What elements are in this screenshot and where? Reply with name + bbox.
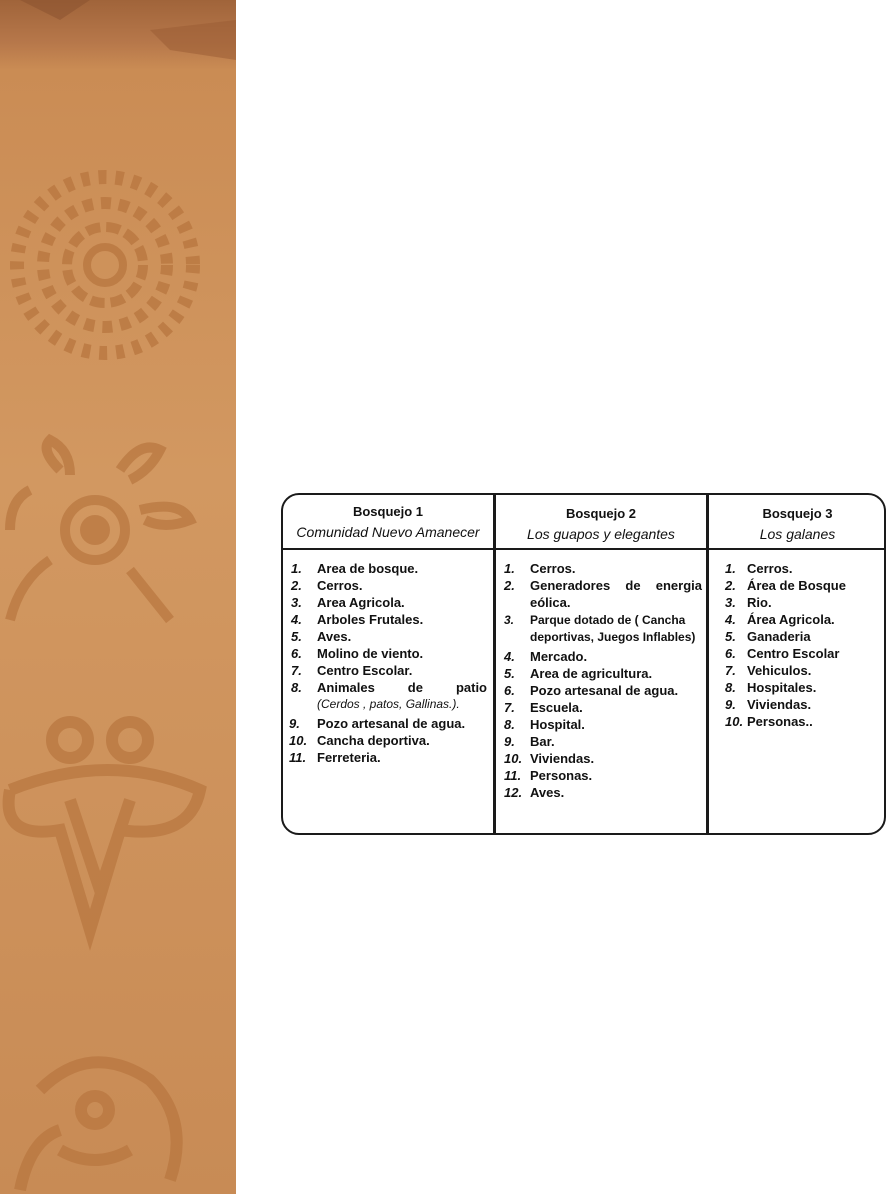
- list-item: 8. Animales de patio (Cerdos , patos, Gallinas.).: [291, 680, 487, 711]
- column-header: [709, 506, 886, 542]
- list-item: 2. Área de Bosque: [725, 578, 846, 593]
- list-item: 2. Cerros.: [291, 578, 363, 593]
- sidebar-motifs: [0, 0, 236, 1194]
- list-item: 11. Ferreteria.: [289, 750, 381, 765]
- sketch-comparison-table: [281, 493, 886, 835]
- decorative-sidebar: [0, 0, 236, 1194]
- list-item: 5. Area de agricultura.: [504, 666, 653, 681]
- list-item: 10. Personas..: [725, 714, 813, 729]
- list-item: 12. Aves.: [504, 785, 565, 800]
- list-item: 5. Ganaderia: [725, 629, 811, 644]
- corner-shard-icon: [20, 0, 236, 60]
- list-item: 9. Viviendas.: [725, 697, 812, 712]
- item-list: [709, 560, 886, 730]
- list-item: 11. Personas.: [504, 768, 593, 783]
- list-item: 7. Centro Escolar.: [291, 663, 413, 678]
- column-subtitle: Los galanes: [759, 526, 836, 542]
- column-sketch-3: [709, 495, 886, 833]
- list-item: 1. Cerros.: [725, 561, 793, 576]
- list-item: 9. Bar.: [504, 734, 555, 749]
- list-item: 3. Area Agricola.: [291, 595, 405, 610]
- list-item: 5. Aves.: [291, 629, 352, 644]
- list-item: 6. Centro Escolar: [725, 646, 840, 661]
- face-mask-glyph-icon: [9, 722, 200, 930]
- column-title: Bosquejo 2: [565, 506, 637, 521]
- list-item: 7. Escuela.: [504, 700, 583, 715]
- sun-spiral-icon: [17, 177, 193, 353]
- warrior-glyph-icon: [20, 1062, 177, 1190]
- column-sketch-2: [496, 495, 706, 833]
- list-item: 6. Pozo artesanal de agua.: [504, 683, 679, 698]
- item-note: (Cerdos , patos, Gallinas.).: [317, 697, 460, 711]
- list-item: 4. Mercado.: [504, 649, 588, 664]
- list-item: 1. Area de bosque.: [291, 561, 419, 576]
- list-item: 10. Viviendas.: [504, 751, 595, 766]
- list-item: 7. Vehiculos.: [725, 663, 812, 678]
- list-item: 9. Pozo artesanal de agua.: [289, 716, 466, 731]
- list-item: 3. Parque dotado de ( Cancha deportivas, Juegos Inflables): [504, 613, 696, 644]
- column-subtitle: Comunidad Nuevo Amanecer: [296, 524, 480, 540]
- list-item: 3. Rio.: [725, 595, 772, 610]
- column-title: Bosquejo 3: [762, 506, 833, 521]
- list-item: 1. Cerros.: [504, 561, 576, 576]
- list-item: 8. Hospitales.: [725, 680, 817, 695]
- column-header: [496, 506, 706, 542]
- list-item: 8. Hospital.: [504, 717, 585, 732]
- list-item: 4. Arboles Frutales.: [291, 612, 424, 627]
- column-title: Bosquejo 1: [352, 504, 424, 519]
- list-item: 2. Generadores de energia eólica.: [504, 578, 702, 610]
- column-header: [283, 504, 493, 540]
- column-sketch-1: [283, 495, 493, 833]
- list-item: 6. Molino de viento.: [291, 646, 424, 661]
- list-item: 10. Cancha deportiva.: [289, 733, 430, 748]
- column-subtitle: Los guapos y elegantes: [527, 526, 675, 542]
- flower-glyph-icon: [10, 440, 190, 620]
- item-list: [496, 560, 702, 801]
- item-list: [283, 560, 487, 766]
- list-item: 4. Área Agricola.: [725, 612, 835, 627]
